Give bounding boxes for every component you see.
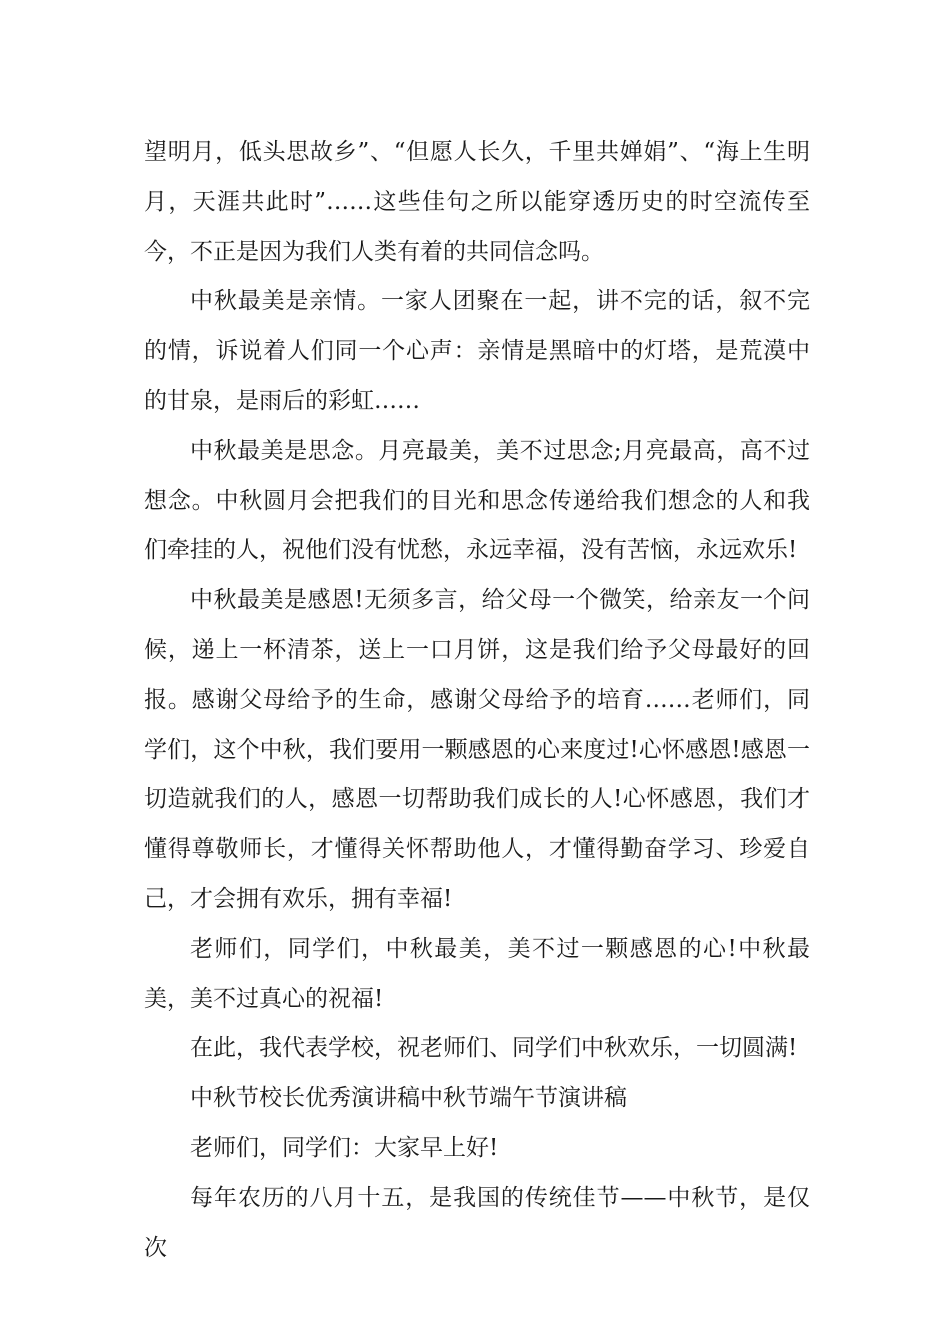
- paragraph: 中秋最美是亲情。一家人团聚在一起，讲不完的话，叙不完的情，诉说着人们同一个心声：亲情是黑暗中的灯塔，是荒漠中的甘泉，是雨后的彩虹……: [144, 288, 810, 414]
- paragraph: 每年农历的八月十五，是我国的传统佳节——中秋节，是仅次: [144, 1184, 810, 1261]
- paragraph: 中秋最美是感恩!无须多言，给父母一个微笑，给亲友一个问候，递上一杯清茶，送上一口月饼，这是我们给予父母最好的回报。感谢父母给予的生命，感谢父母给予的培育……老师们，同学们，这个中秋，我们要用一颗感恩的心来度过!心怀感恩!感恩一切造就我们的人，感恩一切帮助我们成长的人!心怀感恩，我们才懂得尊敬师长，才懂得关怀帮助他人，才懂得勤奋学习、珍爱自己，才会拥有欢乐，拥有幸福!: [144, 587, 810, 912]
- greeting: 老师们，同学们：大家早上好!: [190, 1134, 499, 1161]
- paragraph: 老师们，同学们，中秋最美，美不过一颗感恩的心!中秋最美，美不过真心的祝福!: [144, 935, 810, 1012]
- paragraph: 望明月，低头思故乡”、“但愿人长久，千里共婵娟”、“海上生明月，天涯共此时”……这些佳句之所以能穿透历史的时空流传至今，不正是因为我们人类有着的共同信念吗。: [144, 139, 810, 265]
- paragraph: 中秋最美是思念。月亮最美，美不过思念;月亮最高，高不过想念。中秋圆月会把我们的目光和思念传递给我们想念的人和我们牵挂的人，祝他们没有忧愁，永远幸福，没有苦恼，永远欢乐!: [144, 437, 810, 564]
- paragraph: 在此，我代表学校，祝老师们、同学们中秋欢乐，一切圆满!: [190, 1035, 798, 1062]
- section-title: 中秋节校长优秀演讲稿中秋节端午节演讲稿: [190, 1085, 627, 1112]
- document-body: [144, 128, 810, 1273]
